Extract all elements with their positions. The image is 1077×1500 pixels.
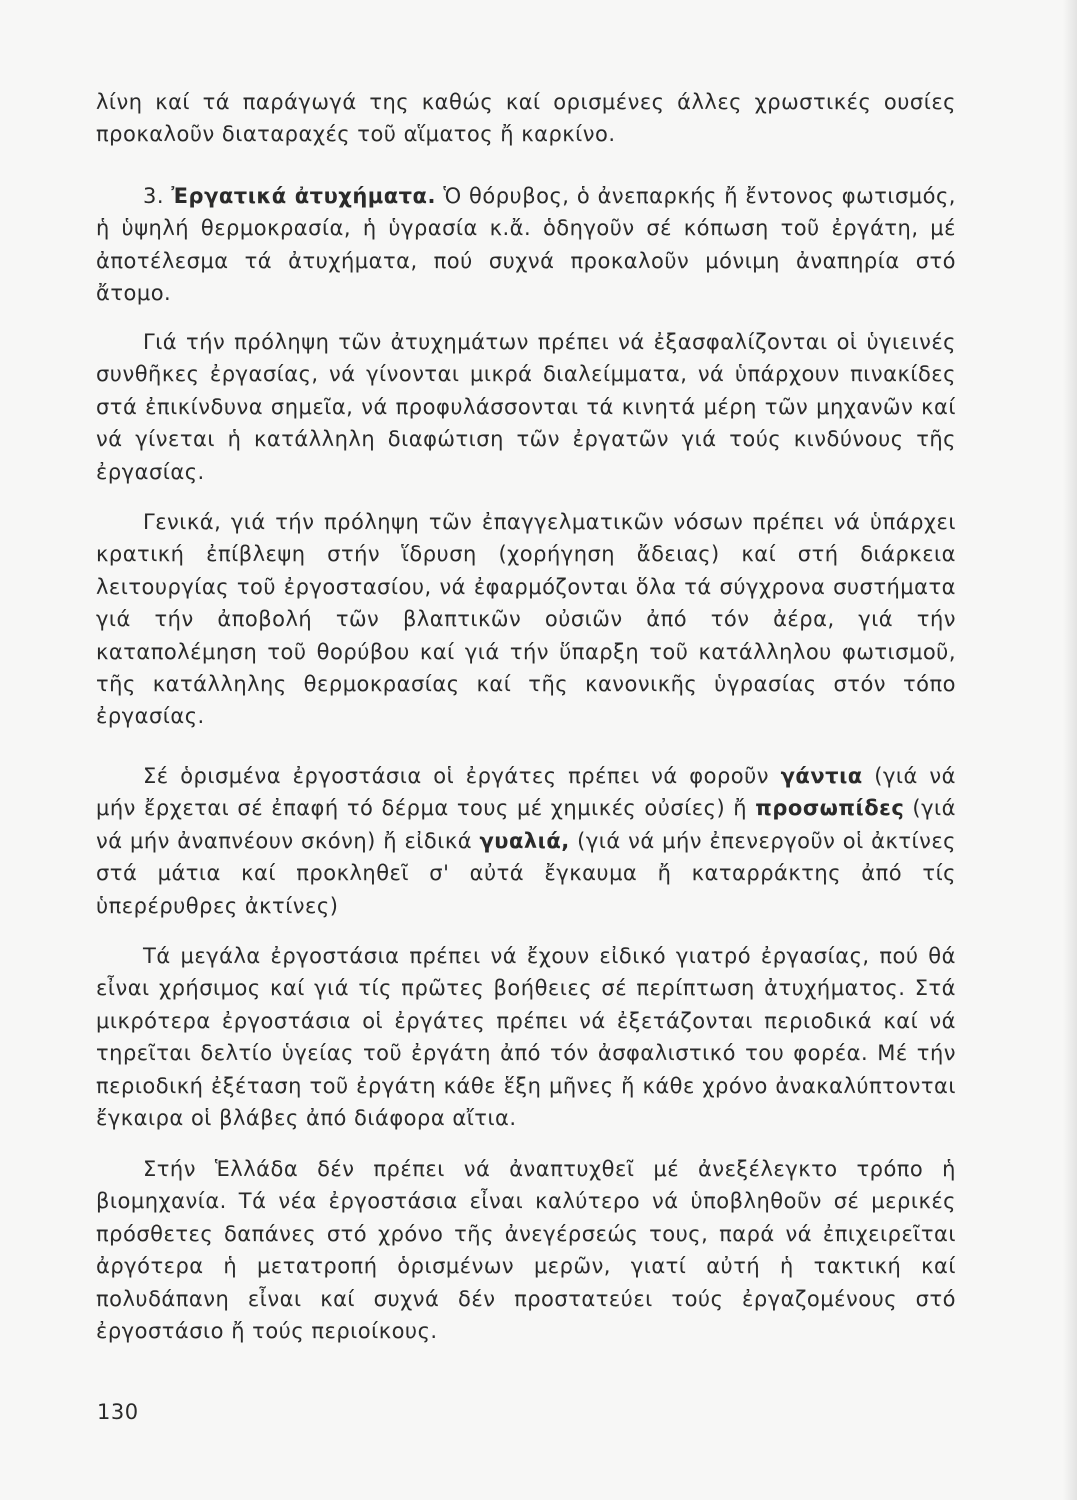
scan-edge-shadow — [1063, 0, 1077, 1500]
term-goggles: γυαλιά, — [479, 828, 570, 853]
paragraph-occupational-doctor: Τά μεγάλα ἐργοστάσια πρέπει νά ἔχουν εἰδικό γιατρό ἐργασίας, πού θά εἶναι χρήσιμος καί γιά τίς πρῶτες βοήθειες σέ περίπτωση ἀτυχήματος. Στά μικρότερα ἐργοστάσια οἱ ἐργάτες πρέπει νά ἐξετάζονται περιοδικά καί νά τηρεῖται δελτίο ὑγείας τοῦ ἐργάτη ἀπό τόν ἀσφαλιστικό του φορέα. Μέ τήν περιοδική ἐξέταση τοῦ ἐργάτη κάθε ἕξη μῆνες ἤ κάθε χρόνο ἀνακαλύπτονται ἔγκαιρα οἱ βλάβες ἀπό διάφορα αἴτια. — [96, 944, 956, 1131]
paragraph-text: (γιά νά μήν ἀναπνέουν σκόνη) ἤ εἰδικά — [96, 796, 956, 853]
paragraph-text: Ὁ θόρυβος, ὁ ἀνεπαρκής ἤ ἔντονος φωτισμός, ἡ ὑψηλή θερμοκρασία, ἡ ὑγρασία κ.ἄ. ὁδηγοῦν σέ κόπωση τοῦ ἐργάτη, μέ ἀποτέλεσμα τά ἀτυχήματα, πού συχνά προκαλοῦν μόνιμη ἀναπηρία στό ἄτομο. — [96, 184, 956, 306]
paragraph-accident-prevention: Γιά τήν πρόληψη τῶν ἀτυχημάτων πρέπει νά ἐξασφαλίζονται οἱ ὑγιεινές συνθῆκες ἐργασίας, νά γίνονται μικρά διαλείμματα, νά ὑπάρχουν πινακίδες στά ἐπικίνδυνα σημεῖα, νά προφυλάσσονται τά κινητά μέρη τῶν μηχανῶν καί νά γίνεται ἡ κατάλληλη διαφώτιση τῶν ἐργατῶν γιά τούς κινδύνους τῆς ἐργασίας. — [96, 330, 956, 484]
paragraph-text: Σέ ὁρισμένα ἐργοστάσια οἱ ἐργάτες πρέπει νά φοροῦν — [143, 764, 781, 788]
paragraph-text: (γιά νά μήν ἐπενεργοῦν οἱ ἀκτίνες στά μάτια καί προκληθεῖ σ' αὐτά ἔγκαυμα ἤ καταρράκτης ἀπό τίς ὑπερέρυθρες ἀκτίνες) — [96, 828, 956, 918]
paragraph-work-accidents — [96, 180, 956, 310]
section-number: 3. — [143, 184, 172, 208]
term-gloves: γάντια — [780, 764, 863, 788]
paragraph-greece-industry: Στήν Ἑλλάδα δέν πρέπει νά ἀναπτυχθεῖ μέ ἀνεξέλεγκτο τρόπο ἡ βιομηχανία. Τά νέα ἐργοστάσια εἶναι καλύτερο νά ὑποβληθοῦν σέ μερικές πρόσθετες δαπάνες στό χρόνο τῆς ἀνεγέρσεώς τους, παρά νά ἐπιχειρεῖται ἀργότερα ἡ μετατροπή ὁρισμένων μερῶν, γιατί αὐτή ἡ τακτική καί πολυδάπανη εἶναι καί συχνά δέν προστατεύει τούς ἐργαζομένους στό ἐργοστάσιο ἤ τούς περιοίκους. — [96, 1157, 956, 1344]
paragraph-text: (γιά νά μήν ἔρχεται σέ ἐπαφή τό δέρμα τους μέ χημικές οὐσίες) ἤ — [96, 764, 956, 821]
section-heading: Ἐργατικά ἀτυχήματα. — [171, 184, 436, 208]
paragraph-occupational-disease-prevention: Γενικά, γιά τήν πρόληψη τῶν ἐπαγγελματικῶν νόσων πρέπει νά ὑπάρχει κρατική ἐπίβλεψη στήν ἵδρυση (χορήγηση ἄδειας) καί στή διάρκεια λειτουργίας τοῦ ἐργοστασίου, νά ἐφαρμόζονται ὅλα τά σύγχρονα συστήματα γιά τήν ἀποβολή τῶν βλαπτικῶν οὐσιῶν ἀπό τόν ἀέρα, γιά τήν καταπολέμηση τοῦ θορύβου καί γιά τήν ὕπαρξη τοῦ κατάλληλου φωτισμοῦ, τῆς κατάλληλης θερμοκρασίας καί τῆς κανονικῆς ὑγρασίας στόν τόπο ἐργασίας. — [96, 510, 956, 729]
paragraph-protective-equipment — [96, 760, 956, 922]
term-masks: προσωπίδες — [755, 796, 905, 821]
paragraph-continued: λίνη καί τά παράγωγά της καθώς καί ορισμένες άλλες χρωστικές ουσίες προκαλοῦν διαταραχές τοῦ αἵματος ἤ καρκίνο. — [96, 90, 956, 147]
page-number: 130 — [97, 1400, 139, 1424]
